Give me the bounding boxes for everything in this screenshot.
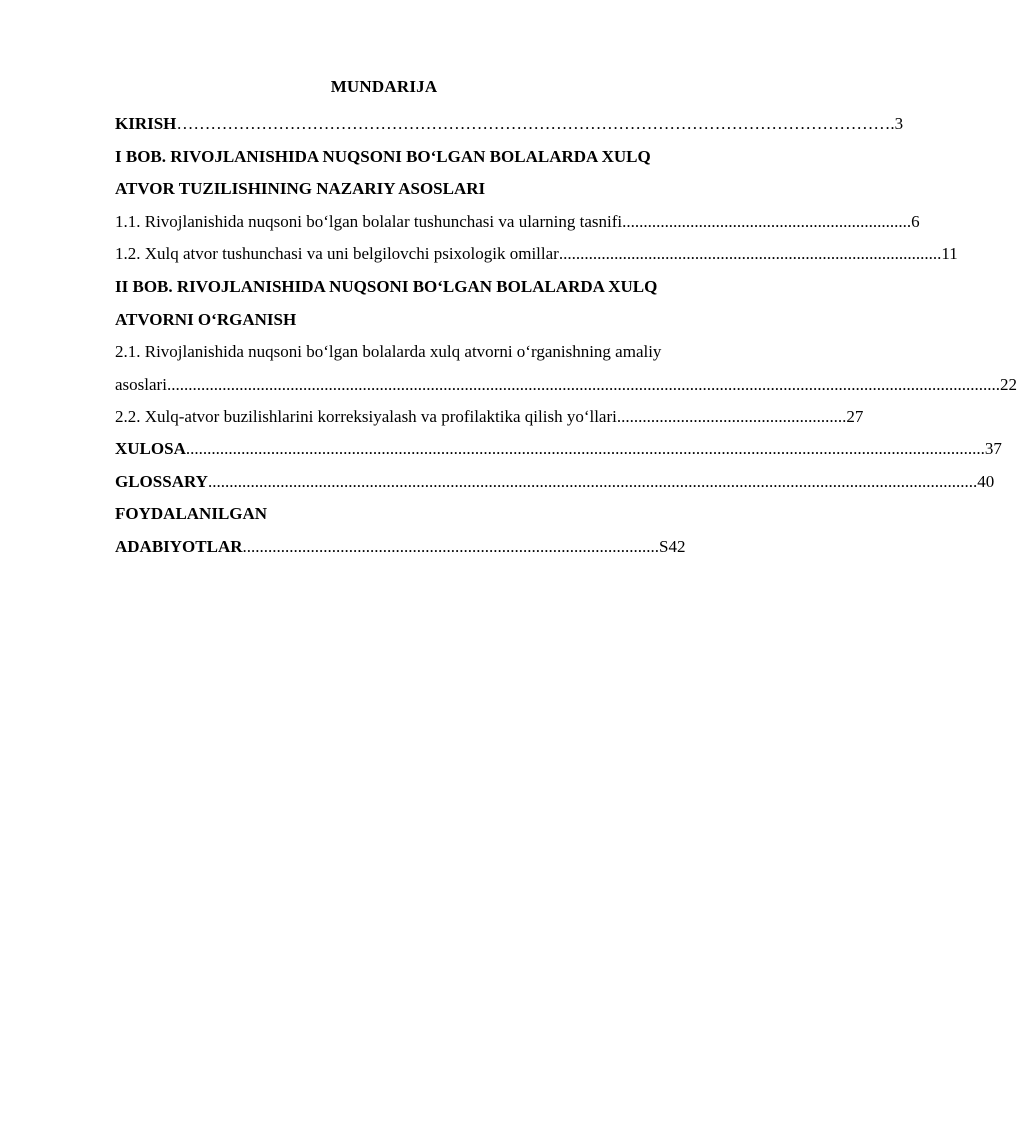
toc-page-number: 40: [977, 472, 995, 491]
toc-entry-glossary: [115, 471, 995, 493]
toc-entry-label: 2.2. Xulq-atvor buzilishlarini korreksiyalash va profilaktika qilish yo‘llari: [115, 407, 617, 426]
toc-entry-2-1: [115, 374, 1017, 396]
toc-leader-dots: ………………………………………………………………………………………………………………: [176, 114, 891, 133]
toc-entry-label: XULOSA: [115, 439, 186, 458]
toc-entry-1-2: [115, 243, 958, 265]
toc-page-number: 27: [846, 407, 864, 426]
toc-page-number: 22: [999, 375, 1017, 394]
toc-entry-xulosa: [115, 438, 1002, 460]
toc-entry-1-1: [115, 211, 920, 233]
toc-entry-label: 1.2. Xulq atvor tushunchasi va uni belgilovchi psixologik omillar: [115, 244, 559, 263]
toc-page-number: 11: [941, 244, 958, 263]
toc-page-number: S42: [659, 537, 686, 556]
toc-chapter-1-line-1: I BOB. RIVOJLANISHIDA NUQSONI BO‘LGAN BOLALARDA XULQ: [115, 147, 651, 166]
toc-leader-dots: ............................................................................................................................................................................................: [185, 439, 985, 458]
toc-leader-dots: ..........................................................................................: [558, 244, 942, 263]
page-title: MUNDARIJA: [330, 77, 438, 96]
toc-entry-label: 1.1. Rivojlanishida nuqsoni bo‘lgan bolalar tushunchasi va ularning tasnifi: [115, 212, 623, 231]
toc-page-number: 37: [984, 439, 1002, 458]
toc-chapter-2-line-1: II BOB. RIVOJLANISHIDA NUQSONI BO‘LGAN BOLALARDA XULQ: [115, 277, 658, 296]
toc-entry-label: GLOSSARY: [115, 472, 208, 491]
toc-entry-kirish: [115, 113, 904, 135]
toc-entry-adabiyotlar: [115, 536, 686, 558]
toc-chapter-2-line-2: ATVORNI O‘RGANISH: [115, 310, 297, 329]
toc-chapter-1-line-2: ATVOR TUZILISHINING NAZARIY ASOSLARI: [115, 179, 486, 198]
toc-leader-dots: ......................................................: [616, 407, 847, 426]
toc-entry-label: ADABIYOTLAR: [115, 537, 243, 556]
toc-entry-foydalanilgan-line-1: FOYDALANILGAN: [115, 504, 268, 523]
toc-leader-dots: .....................................................................................................................................................................................: [207, 472, 978, 491]
toc-entry-label: KIRISH: [115, 114, 177, 133]
toc-entry-2-1-line-1: 2.1. Rivojlanishida nuqsoni bo‘lgan bolalarda xulq atvorni o‘rganishning amaliy: [115, 342, 662, 361]
toc-page-number: .3: [890, 114, 904, 133]
toc-page-number: 6: [911, 212, 920, 231]
toc-leader-dots: ..................................................................................................: [242, 537, 660, 556]
toc-entry-2-2: [115, 406, 864, 428]
toc-entry-label: asoslari: [115, 375, 167, 394]
toc-leader-dots: ....................................................................................................................................................................................................: [166, 375, 1000, 394]
toc-leader-dots: ....................................................................: [622, 212, 912, 231]
